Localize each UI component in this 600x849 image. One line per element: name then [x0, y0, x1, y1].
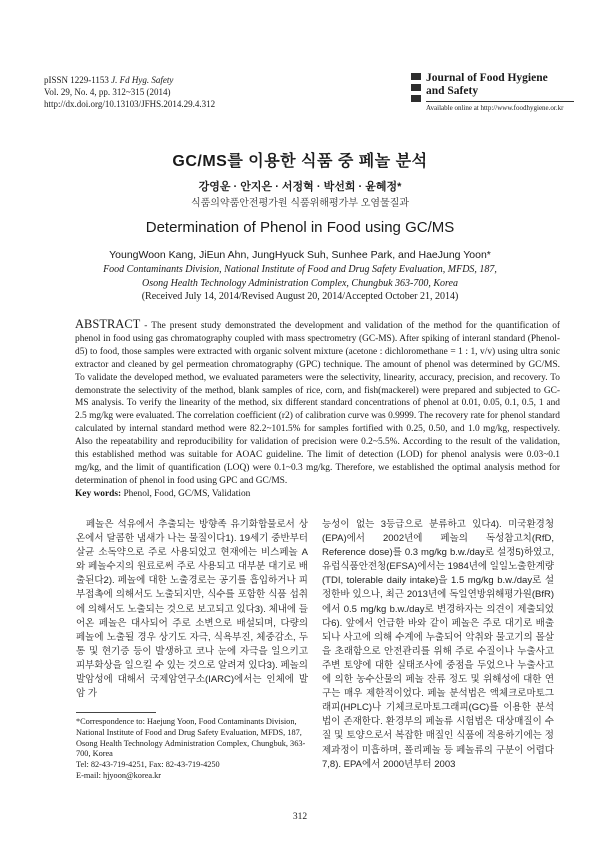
body-column-left	[76, 518, 308, 701]
body-paragraph: 능성이 없는 3등급으로 분류하고 있다4). 미국환경청(EPA)에서 2002년에 페놀의 독성참고치(RfD, Reference dose)를 0.3 mg/kg b.w./day로 설정5)하였고, 유럽식품안전청(EFSA)에서는 1984년에 일일노출한계량(TDI, tolerable daily intake)을 1.5 mg/kg b.w./day로 설정한바 있으나, 최근 2013년에 독일연방위해평가원(BfR)에서 0.5 mg/kg b.w./day로 변경하자는 의견이 제출되었다6). 앞에서 언급한 바와 같이 페놀은 주로 대기로 배출되나 사고에 의해 수계에 누출되어 악취와 물고기의 몰살을 초래함으로 안전관리를 위해 주로 수질이나 누출사고 주변 토양에 대한 실태조사에 중점을 두었으나 누출사고에 의한 농수산물의 페놀 잔류 정도 및 위해성에 대한 연구는 매우 제한적이었다. 페놀 분석법은 액체크로마토그래피(HPLC)나 기체크로마토그래피(GC)를 이용한 분석법이 존재한다. 환경부의 페놀류 시험법은 대상매질이 수질 및 토양으로서 복잡한 매질인 식품에 적용하기에는 정제과정이 미흡하며, 폴리페놀 등 페놀류의 구분이 어렵다7,8). EPA에서 2000년부터 2003	[322, 519, 554, 770]
email-link[interactable]: E-mail: hjyoon@korea.kr	[76, 770, 162, 780]
body-paragraph: 페놀은 석유에서 추출되는 방향족 유기화합물로서 상온에서 달콤한 냄새가 나는 물질이다1). 19세기 중반부터 살균 소독약으로 주로 사용되었고 현재에는 비스페놀 A와 페놀수지의 원료로써 주로 사용되고 대부분 대기로 배출된다2). 페놀에 대한 노출경로는 공기를 흡입하거나 피부접촉에 의해서도 노출되지만, 식수를 포함한 식품 섭취에 의해서도 노출되는 것으로 보고되고 있다3). 체내에 들어온 페놀은 대사되어 주로 소변으로 배설되며, 다량의 페놀에 노출될 경우 상기도 자극, 식욕부진, 체중감소, 두통 및 현기증 등이 발생하고 코나 눈에 자극을 일으키고 피부화상을 일으킬 수 있는 것으로 알려져 있다3). 페놀의 발암성에 대해서 국제암연구소(IARC)에서는 인체에 발암 가	[76, 519, 308, 700]
masthead-divider	[426, 101, 574, 102]
korean-title: GC/MS를 이용한 식품 중 페놀 분석	[172, 153, 428, 170]
keywords	[75, 489, 560, 499]
issn-line: pISSN 1229-1153 J. Fd Hyg. Safety	[44, 75, 174, 85]
journal-logo-icon	[411, 73, 421, 105]
english-affiliation: Food Contaminants Division, National Institute of Food and Drug Safety Evaluation, MFDS, 187, Osong Health Technology Administration Complex, Chungbuk 363-700, Korea	[103, 264, 497, 289]
doi-link[interactable]: http://dx.doi.org/10.13103/JFHS.2014.29.4.312	[44, 99, 216, 109]
abstract-label: ABSTRACT	[75, 317, 141, 331]
keywords-label: Key words:	[75, 489, 122, 499]
page-number: 312	[292, 812, 308, 822]
volume-line: Vol. 29, No. 4, pp. 312~315 (2014)	[44, 87, 171, 97]
korean-affiliation: 식품의약품안전평가원 식품위해평가부 오염물질과	[190, 198, 410, 209]
body-column-right	[322, 518, 554, 772]
received-dates: (Received July 14, 2014/Revised August 20, 2014/Accepted October 21, 2014)	[141, 291, 459, 302]
keywords-list: Phenol, Food, GC/MS, Validation	[121, 489, 251, 499]
abstract	[75, 318, 560, 488]
english-authors: YoungWoon Kang, JiEun Ahn, JungHyuck Suh, Sunhee Park, and HaeJung Yoon*	[109, 249, 491, 261]
available-online-link[interactable]: Available online at http://www.foodhygiene.or.kr	[426, 104, 564, 112]
journal-abbrev: J. Fd Hyg. Safety	[111, 75, 174, 85]
english-title: Determination of Phenol in Food using GC/MS	[145, 219, 455, 236]
korean-authors: 강영운 · 안지은 · 서정혁 · 박선희 · 윤혜정*	[198, 181, 402, 193]
journal-citation-block	[44, 74, 215, 110]
abstract-text: - The present study demonstrated the development and validation of the method for the quantification of phenol in food using gas chromatography coupled with mass spectrometry (GC-MS). After spiking of interanl standard (Phenol-d5) to food, those samples were extracted with organic solvent mixture (acetone : dichloromethane = 1 : 1, v/v) using ultra sonic extractor and cleaned by gel permeation chromatography (GPC) technique. The amount of phenol was determined by GC/MS. To validate the developed method, we evaluated parameters were the selectivity, linearity, accuracy, precision, and recovery. To demonstrate the selectivity of the method, blank samples of rice, corn, and fish(mackerel) were prepared and subjected to GC-MS analysis. To verify the linearity of the method, six different standard concentrations of phenol at 0.01, 0.05, 0.1, 0.5, 1 and 2.5 mg/kg were evaluated. The correlation coefficient (r2) of calibration curve was 0.9999. The recovery rate for phenol standard calculated by internal standard method were 82.2~101.5% for samples fortified with 0.25, 0.50, and 1.0 mg/kg, respectively. Also the repeatability and reproducibility for validation of precision were 0.2~5.5%. According to the result of the validation, this established method was suitable for AOAC guideline. The limit of detection (LOD) for phenol analysis were 0.03~0.1 mg/kg, and the limit of quantification (LOQ) were 0.1~0.3 mg/kg. Therefore, we established the optimal analysis method for determination of phenol in food using GPC and GC/MS.	[75, 321, 560, 486]
journal-name: Journal of Food Hygiene and Safety	[426, 72, 548, 97]
correspondence-footnote: *Correspondence to: Haejung Yoon, Food Contaminants Division, National Institute of Food and Drug Safety Evaluation, MFDS, 187, Osong Health Technology Administration Complex, Chungbuk, 363-700, Korea Tel: 82-43-719-4251, Fax: 82-43-719-4250 E-mail: hjyoon@korea.kr	[76, 717, 311, 782]
footnote-divider	[76, 712, 156, 713]
